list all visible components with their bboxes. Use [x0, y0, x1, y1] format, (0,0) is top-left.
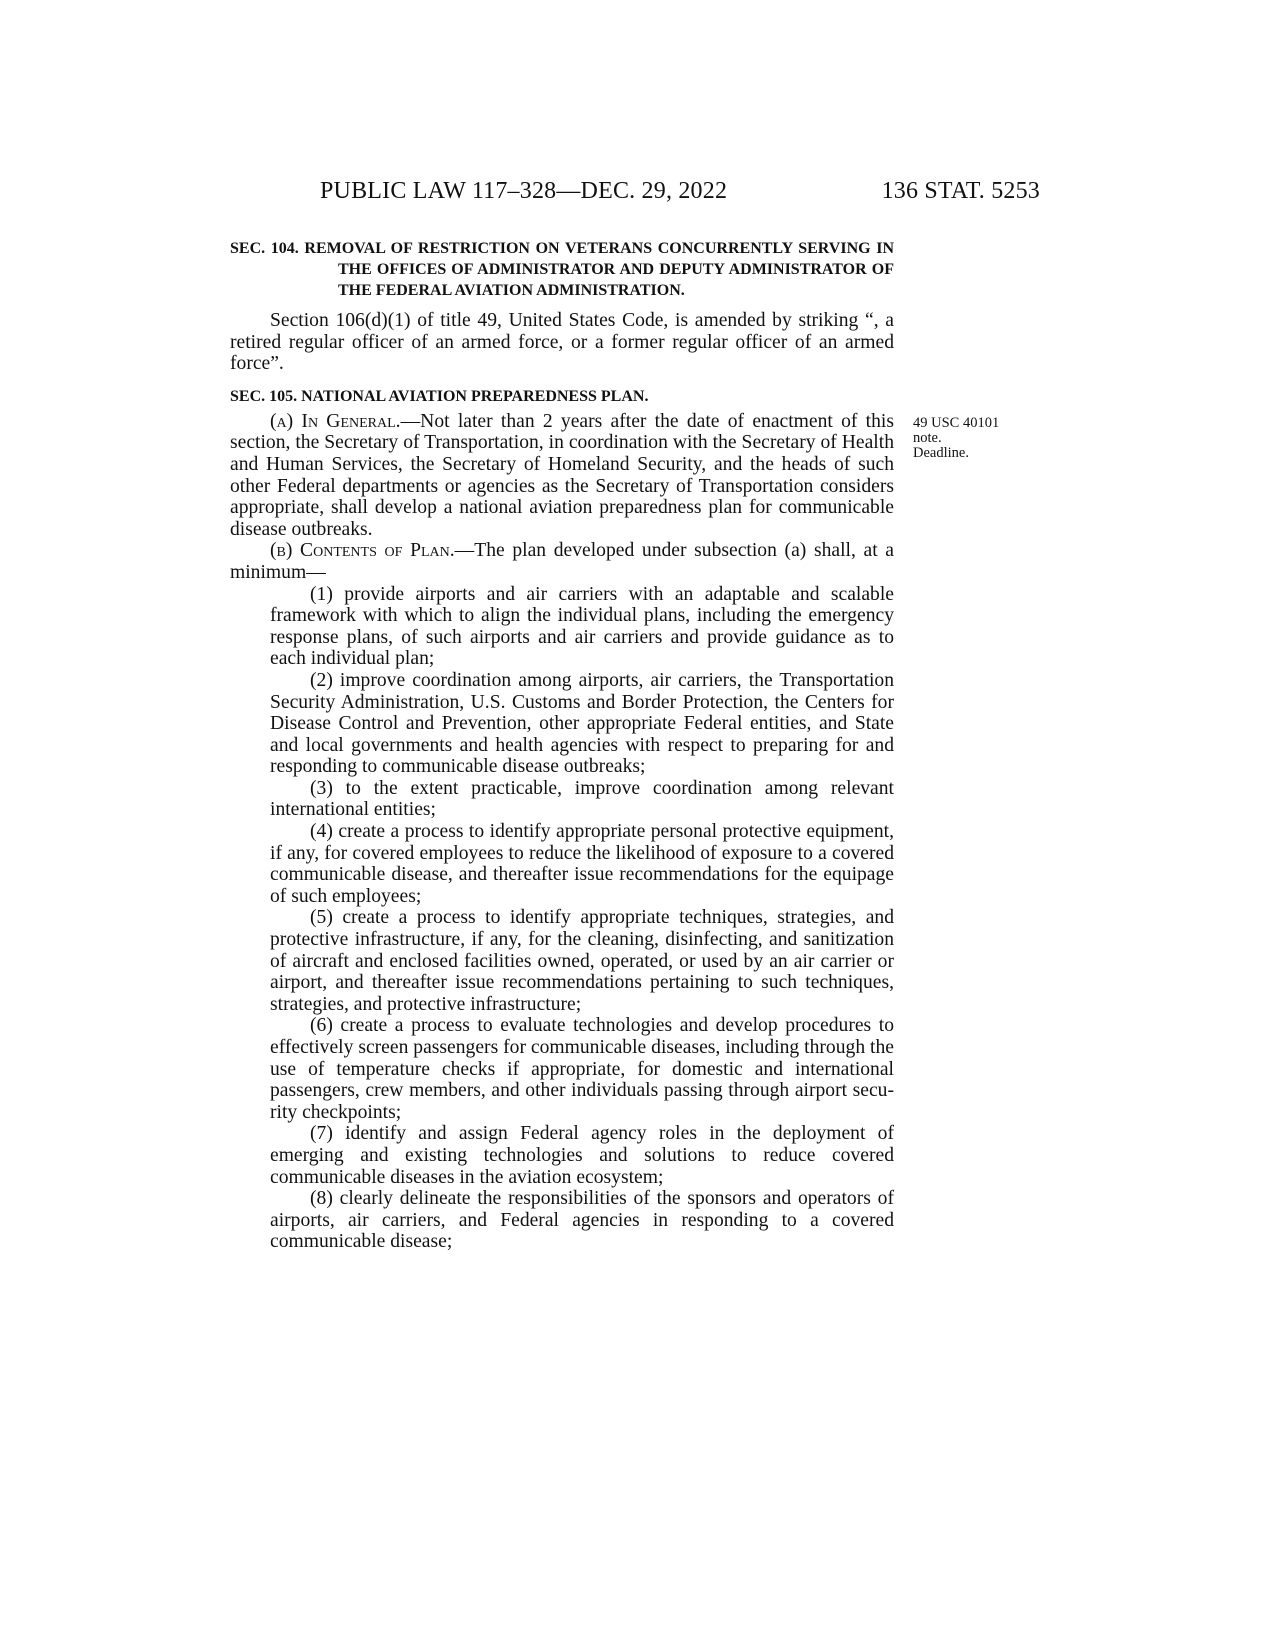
public-law-title: PUBLIC LAW 117–328—DEC. 29, 2022	[320, 178, 728, 204]
subsection-b	[230, 540, 894, 583]
paragraph-8: (8) clearly delineate the responsibilities of the sponsors and operators of airports, air carriers, and Federal agencies in responding to a covered communicable disease;	[270, 1188, 894, 1253]
paragraph-3: (3) to the extent practicable, improve coordination among relevant international entities;	[270, 777, 894, 821]
section-104-heading: SEC. 104. REMOVAL OF RESTRICTION ON VETERANS CONCURRENTLY SERVING IN THE OFFICES OF ADMINISTRATOR AND DEPUTY ADMINISTRATOR OF THE FEDERAL AVIATION ADMINISTRATION.	[230, 240, 894, 299]
paragraph-1: (1) provide airports and air carriers with an adaptable and scalable framework with which to align the individual plans, including the emergency response plans, of such airports and air carriers and provide guidance as to each individual plan;	[270, 583, 894, 670]
subsection-b-text: —The plan developed under subsection (a) shall, at a minimum—	[230, 540, 894, 583]
page-header	[230, 178, 1040, 218]
document-body	[230, 238, 894, 1253]
subsection-a-label: (a) In General.	[270, 410, 401, 432]
margin-note	[913, 416, 999, 461]
section-104-text: Section 106(d)(1) of title 49, United States Code, is amended by striking “, a retired regular officer of an armed force, or a former regular officer of an armed force”.	[230, 310, 894, 375]
paragraph-7: (7) identify and assign Federal agency roles in the deployment of emerging and existing technologies and solutions to reduce covered communicable diseases in the aviation ecosystem;	[270, 1123, 894, 1188]
paragraph-list	[230, 584, 894, 1253]
subsection-b-label: (b) Contents of Plan.	[270, 540, 455, 562]
margin-note-citation-note: note.	[913, 430, 942, 446]
subsection-a	[230, 411, 894, 541]
paragraph-4: (4) create a process to identify appropriate personal protective equipment, if any, for covered employees to reduce the likelihood of exposure to a covered communicable disease, and thereafter issue recommendations for the equipage of such employees;	[270, 821, 894, 907]
section-105-heading: SEC. 105. NATIONAL AVIATION PREPAREDNESS PLAN.	[230, 387, 649, 405]
margin-note-citation: 49 USC 40101	[913, 415, 1000, 431]
statute-page-number: 136 STAT. 5253	[881, 178, 1040, 204]
subsection-a-text: —Not later than 2 years after the date of enactment of this section, the Secretary of Transportation, in coordination with the Secretary of Health and Human Services, the Secretary of Homeland Security, and the heads of such other Federal departments or agencies as the Secretary of Transportation considers appropriate, shall develop a national aviation preparedness plan for communicable disease outbreaks.	[230, 410, 894, 540]
paragraph-2: (2) improve coordination among airports, air carriers, the Transportation Security Administration, U.S. Customs and Border Protection, the Centers for Disease Control and Prevention, other appropriate Federal entities, and State and local governments and health agencies with respect to preparing for and responding to communicable disease outbreaks;	[270, 669, 894, 778]
paragraph-6: (6) create a process to evaluate technologies and develop procedures to effectively screen passengers for communicable diseases, including through the use of temperature checks if appropriate, for domestic and international passengers, crew members, and other individuals passing through airport security checkpoints;	[270, 1015, 894, 1123]
paragraph-5: (5) create a process to identify appropriate techniques, strategies, and protective infrastructure, if any, for the cleaning, disinfecting, and sanitization of aircraft and enclosed facilities owned, operated, or used by an air carrier or airport, and thereafter issue recommendations pertaining to such techniques, strategies, and protective infrastructure;	[270, 907, 894, 1015]
margin-note-deadline: Deadline.	[913, 445, 969, 461]
